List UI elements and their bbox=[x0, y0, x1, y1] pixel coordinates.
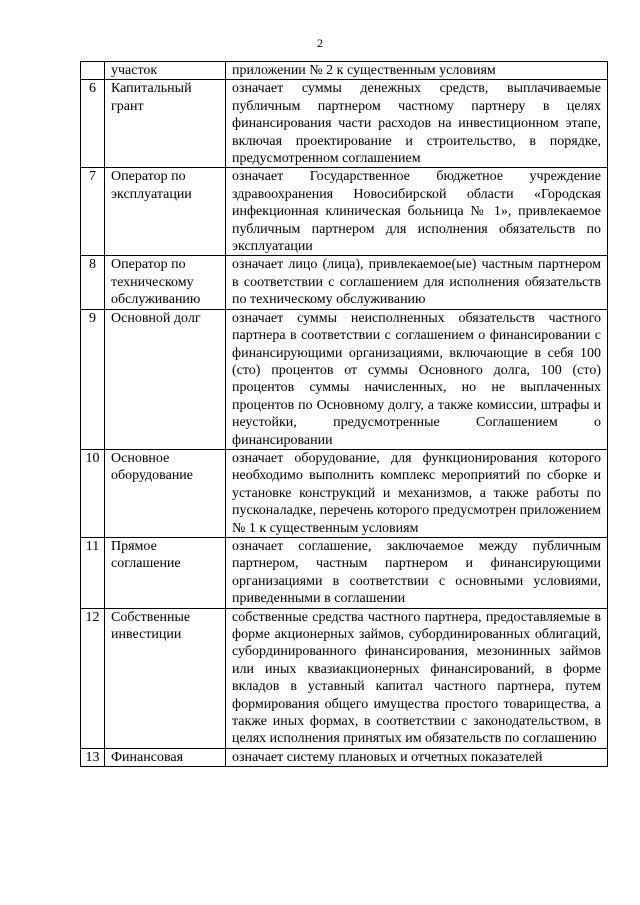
definition-row bbox=[81, 748, 608, 766]
row-number: 8 bbox=[81, 256, 105, 309]
term-cell: участок bbox=[105, 62, 226, 80]
definition-row bbox=[81, 608, 608, 748]
term-cell: Основной долг bbox=[105, 309, 226, 449]
row-number: 11 bbox=[81, 537, 105, 608]
row-number: 6 bbox=[81, 80, 105, 168]
row-number: 10 bbox=[81, 449, 105, 537]
definitions-table bbox=[80, 61, 608, 767]
definition-cell: означает систему плановых и отчетных показателей bbox=[226, 748, 608, 766]
row-number bbox=[81, 62, 105, 80]
term-cell: Капитальный грант bbox=[105, 80, 226, 168]
term-cell: Оператор по эксплуатации bbox=[105, 168, 226, 256]
definition-cell: означает оборудование, для функционирования которого необходимо выполнить комплекс мероприятий по сборке и установке конструкций и механизмов, а также работы по пусконаладке, перечень которого предусмотрен приложением № 1 к существенным условиям bbox=[226, 449, 608, 537]
definition-cell: приложении № 2 к существенным условиям bbox=[226, 62, 608, 80]
page-number: 2 bbox=[317, 36, 323, 50]
term-cell: Оператор по техническому обслуживанию bbox=[105, 256, 226, 309]
row-number: 13 bbox=[81, 748, 105, 766]
definition-row bbox=[81, 449, 608, 537]
definition-cell: означает суммы денежных средств, выплачиваемые публичным партнером частному партнеру в целях финансирования части расходов на инвестиционном этапе, включая проектирование и строительство, в порядке, предусмотренном соглашением bbox=[226, 80, 608, 168]
definition-row bbox=[81, 168, 608, 256]
term-cell: Основное оборудование bbox=[105, 449, 226, 537]
row-number: 7 bbox=[81, 168, 105, 256]
definition-row bbox=[81, 62, 608, 80]
definition-row bbox=[81, 80, 608, 168]
term-cell: Прямое соглашение bbox=[105, 537, 226, 608]
definition-cell: означает Государственное бюджетное учреждение здравоохранения Новосибирской области «Городская инфекционная клиническая больница № 1», привлекаемое публичным партнером для исполнения обязательств по эксплуатации bbox=[226, 168, 608, 256]
definition-cell: собственные средства частного партнера, предоставляемые в форме акционерных займов, субординированных облигаций, субординированного финансирования, мезонинных займов или иных квазиакционерных финансирований, в форме вкладов в уставный капитал частного партнера, путем формирования общего имущества простого товарищества, а также иных формах, в соответствии с законодательством, в целях исполнения принятых им обязательств по соглашению bbox=[226, 608, 608, 748]
row-number: 9 bbox=[81, 309, 105, 449]
definition-row bbox=[81, 309, 608, 449]
row-number: 12 bbox=[81, 608, 105, 748]
definition-cell: означает суммы неисполненных обязательств частного партнера в соответствии с соглашением о финансировании с финансирующими организациями, включающие в себя 100 (сто) процентов от суммы Основного долга, 100 (сто) процентов суммы начисленных, но не выплаченных процентов по Основному долгу, а также комиссии, штрафы и неустойки, предусмотренные Соглашением о финансировании bbox=[226, 309, 608, 449]
definition-cell: означает соглашение, заключаемое между публичным партнером, частным партнером и финансирующими организациями в соответствии с основными условиями, приведенными в соглашении bbox=[226, 537, 608, 608]
definition-cell: означает лицо (лица), привлекаемое(ые) частным партнером в соответствии с соглашением для исполнения обязательств по техническому обслуживанию bbox=[226, 256, 608, 309]
definition-row bbox=[81, 256, 608, 309]
definition-row bbox=[81, 537, 608, 608]
term-cell: Финансовая bbox=[105, 748, 226, 766]
term-cell: Собственные инвестиции bbox=[105, 608, 226, 748]
